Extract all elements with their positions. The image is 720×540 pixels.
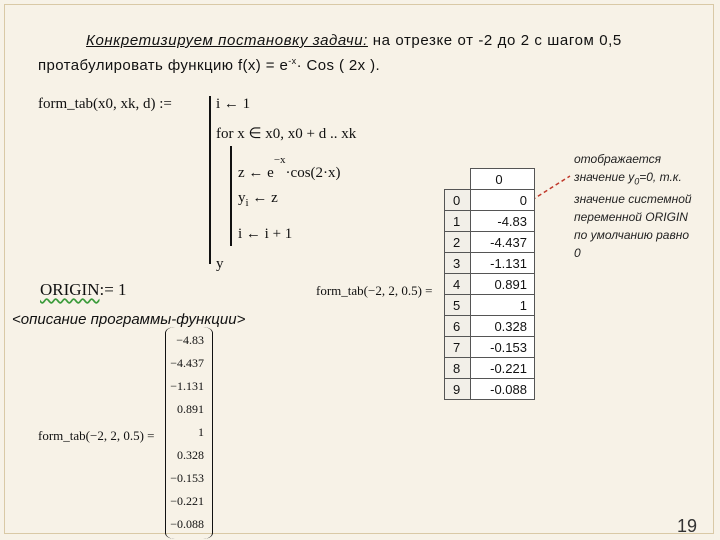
page-number: 19 <box>677 516 698 536</box>
program-bracket-outer <box>209 96 211 264</box>
row-value: 0.328 <box>471 316 535 337</box>
table-row <box>445 316 535 337</box>
row-value: 0 <box>471 190 535 211</box>
row-value: 1 <box>471 295 535 316</box>
program-line-init: i ← 1 <box>216 96 251 112</box>
program-line-z <box>238 154 341 182</box>
task-title <box>86 32 622 49</box>
table-row <box>445 211 535 232</box>
y-var: y <box>238 190 246 206</box>
table-row <box>445 232 535 253</box>
row-value: -0.153 <box>471 337 535 358</box>
call-bottom: form_tab(−2, 2, 0.5) = <box>38 428 155 443</box>
vector-element: −4.437 <box>170 356 204 370</box>
annotation-line: значение системной <box>574 192 692 207</box>
row-index: 7 <box>445 337 471 358</box>
annotation-sub: 0 <box>634 176 640 187</box>
task-title-rest: на отрезке от -2 до 2 с шагом 0,5 <box>372 32 622 49</box>
program-line-incr: i ← i + 1 <box>238 226 293 242</box>
row-value: 0.891 <box>471 274 535 295</box>
y-sub: i <box>245 197 249 209</box>
vector-element: 0.328 <box>177 448 204 462</box>
table-column-header: 0 <box>471 169 535 190</box>
row-value: -4.437 <box>471 232 535 253</box>
program-line-for: for x ∈ x0, x0 + d .. xk <box>216 126 357 142</box>
row-index: 9 <box>445 379 471 400</box>
slide-frame <box>4 4 714 534</box>
vector-element: 1 <box>198 425 204 439</box>
program-description: <описание программы-функции> <box>12 311 246 328</box>
task-title-underlined: Конкретизируем постановку задачи: <box>86 32 368 49</box>
row-index: 8 <box>445 358 471 379</box>
annotation-line <box>574 168 716 190</box>
annotation-line: переменной ORIGIN <box>574 210 688 225</box>
table-row <box>445 379 535 400</box>
table-row <box>445 253 535 274</box>
row-value: -4.83 <box>471 211 535 232</box>
program-line-return: y <box>216 256 224 272</box>
annotation-text <box>574 150 716 262</box>
annotation-text-part: значение y <box>574 170 635 184</box>
program-line-y <box>238 190 278 209</box>
row-value: -1.131 <box>471 253 535 274</box>
z-cos: ·cos(2·x) <box>285 165 341 181</box>
subtitle-exponent: -x <box>288 56 297 66</box>
annotation-text-part: =0, т.к. <box>639 170 682 184</box>
row-value: -0.088 <box>471 379 535 400</box>
task-subtitle <box>38 56 380 74</box>
subtitle-text: протабулировать функцию f(x) = e <box>38 57 289 74</box>
annotation-leader-line <box>530 172 576 202</box>
subtitle-text-end: · Cos ( 2x ). <box>296 57 381 74</box>
vector-element: −0.153 <box>170 471 204 485</box>
vector-element: −1.131 <box>170 379 204 393</box>
table-corner <box>445 169 471 190</box>
row-index: 6 <box>445 316 471 337</box>
row-index: 5 <box>445 295 471 316</box>
function-definition: form_tab(x0, xk, d) := <box>38 96 172 112</box>
origin-assignment <box>40 280 127 300</box>
vector-element: 0.891 <box>177 402 204 416</box>
row-index: 3 <box>445 253 471 274</box>
vector-element: −0.088 <box>170 517 204 531</box>
result-vector <box>165 327 213 539</box>
row-index: 1 <box>445 211 471 232</box>
program-bracket-inner <box>230 146 232 246</box>
table-row <box>445 274 535 295</box>
table-row <box>445 295 535 316</box>
table-row <box>445 337 535 358</box>
origin-value: := 1 <box>99 280 127 299</box>
row-index: 2 <box>445 232 471 253</box>
vector-element: −0.221 <box>170 494 204 508</box>
table-row <box>445 190 535 211</box>
annotation-line: отображается <box>574 152 662 166</box>
annotation-line: 0 <box>574 246 581 261</box>
row-index: 0 <box>445 190 471 211</box>
call-top: form_tab(−2, 2, 0.5) = <box>316 283 433 298</box>
row-index: 4 <box>445 274 471 295</box>
annotation-line: по умолчанию равно <box>574 228 690 243</box>
row-value: -0.221 <box>471 358 535 379</box>
z-exponent: −x <box>273 154 286 166</box>
origin-keyword: ORIGIN <box>40 280 100 299</box>
vector-element: −4.83 <box>176 333 204 347</box>
result-table <box>444 168 535 400</box>
table-row <box>445 358 535 379</box>
y-assign: ← z <box>248 190 278 206</box>
table-header-row <box>445 169 535 190</box>
z-assign: z ← e <box>238 165 274 181</box>
